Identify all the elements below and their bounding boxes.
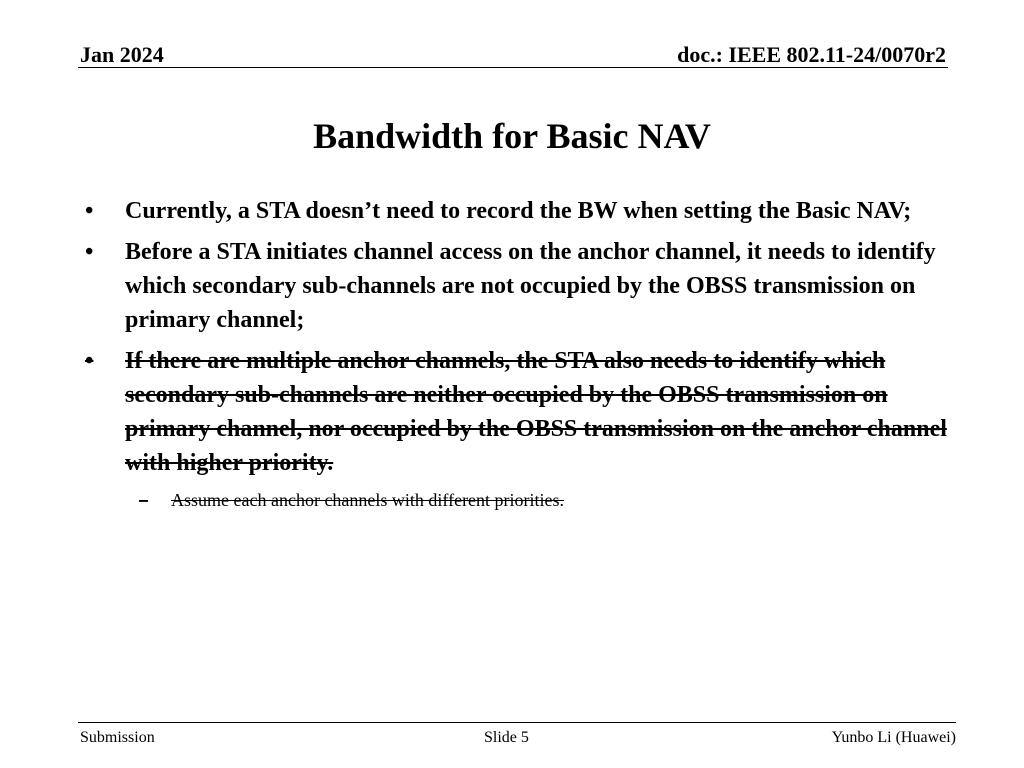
header-document-id: doc.: IEEE 802.11-24/0070r2: [677, 42, 946, 67]
slide-title: Bandwidth for Basic NAV: [313, 116, 711, 156]
footer-author: Yunbo Li (Huawei): [831, 729, 956, 746]
sub-bullet-text: Assume each anchor channels with different priorities.: [171, 490, 565, 510]
bullet-text: Currently, a STA doesn’t need to record the BW when setting the Basic NAV;: [125, 198, 912, 224]
header-divider: [78, 67, 948, 68]
header-date: Jan 2024: [80, 42, 164, 67]
bullet-marker: •: [85, 348, 94, 374]
sub-bullet-marker: –: [139, 490, 148, 510]
footer-submission: Submission: [80, 729, 155, 746]
bullet-marker: •: [85, 239, 94, 265]
bullet-marker: •: [85, 198, 94, 224]
bullet-item-identify-subchannels: [82, 235, 952, 337]
footer-slide-number: Slide 5: [484, 729, 529, 746]
sub-bullet-item-priorities: [82, 487, 952, 513]
bullet-text: Before a STA initiates channel access on the anchor channel, it needs to identify which secondary sub-channels are not occupied by the OBSS transmission on primary channel;: [125, 239, 936, 333]
footer-divider: [78, 722, 956, 723]
bullet-item-record-bw: [82, 194, 952, 228]
bullet-item-multiple-anchor-channels: [82, 344, 952, 480]
bullet-text: If there are multiple anchor channels, the STA also needs to identify which secondary sub-channels are neither occupied by the OBSS transmission on primary channel, nor occupied by the OBSS transmission on the anchor channel with higher priority.: [125, 348, 947, 476]
bullet-list: [82, 194, 952, 513]
